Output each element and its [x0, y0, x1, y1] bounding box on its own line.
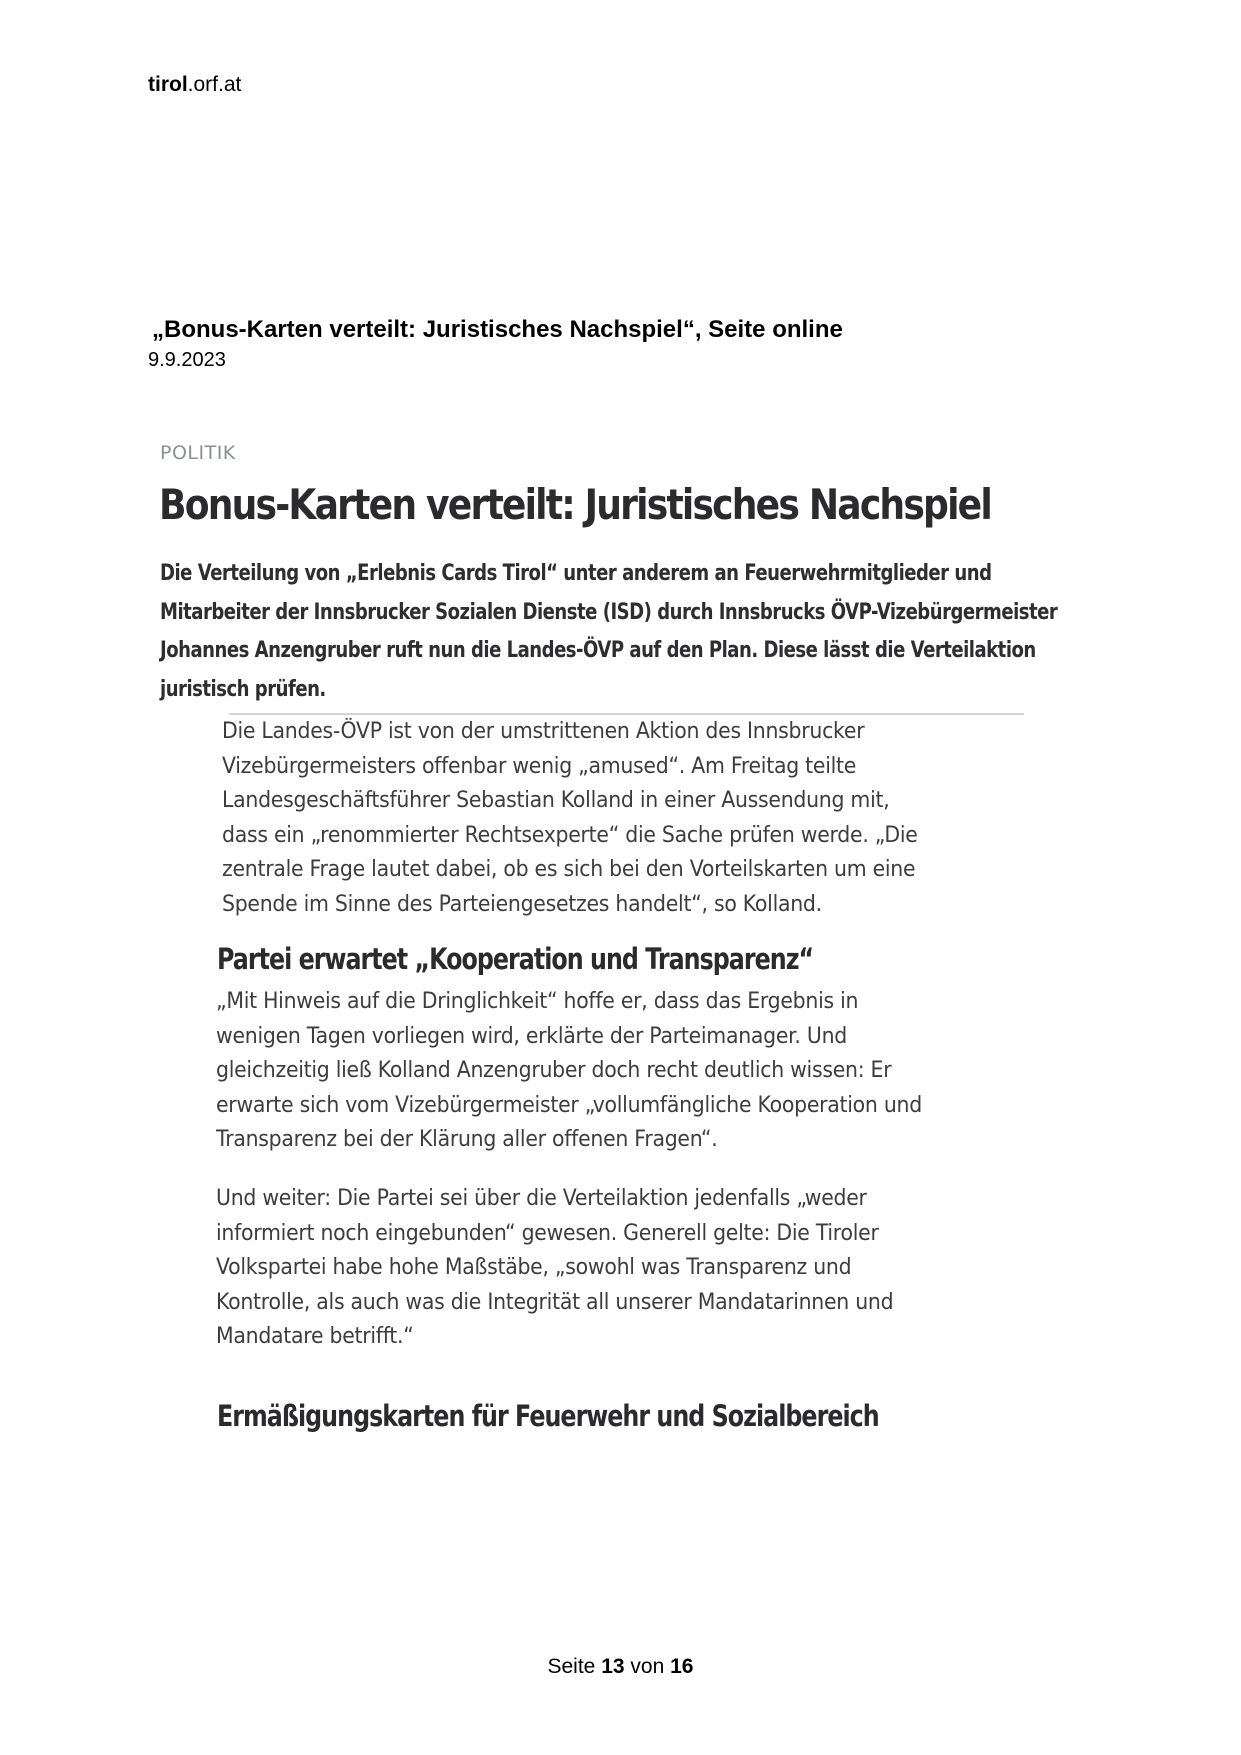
paragraph-line: Kontrolle, als auch was die Integrität all unserer Mandatarinnen und [216, 1289, 894, 1315]
document-title: „Bonus-Karten verteilt: Juristisches Nachspiel“, Seite online [152, 316, 843, 343]
paragraph-line: „Mit Hinweis auf die Dringlichkeit“ hoffe er, dass das Ergebnis in [216, 989, 859, 1014]
lead-line: juristisch prüfen. [160, 676, 326, 702]
lead-line: Johannes Anzengruber ruft nun die Landes-ÖVP auf den Plan. Diese lässt die Verteilaktion [160, 638, 1036, 663]
article-subheading-1: Partei erwartet „Kooperation und Transparenz“ [217, 942, 814, 976]
paragraph-line: Transparenz bei der Klärung aller offenen Fragen“. [216, 1127, 718, 1152]
paragraph-line: zentrale Frage lautet dabei, ob es sich bei den Vorteilskarten um eine [222, 857, 916, 882]
total-page-count: 16 [670, 1655, 694, 1678]
paragraph-line: Mandatare betrifft.“ [216, 1324, 414, 1349]
current-page-number: 13 [601, 1655, 625, 1678]
paragraph-line: wenigen Tagen vorliegen wird, erklärte der Parteimanager. Und [216, 1023, 847, 1049]
source-name-bold: tirol [148, 73, 188, 96]
source-label [148, 73, 241, 97]
page-label: Seite [547, 1655, 596, 1678]
article-paragraph-3 [216, 1182, 893, 1355]
article-subheading-2: Ermäßigungskarten für Feuerwehr und Sozialbereich [217, 1399, 879, 1433]
paragraph-line: Vizebürgermeisters offenbar wenig „amused“. Am Freitag teilte [222, 753, 857, 779]
article-paragraph-2 [216, 985, 922, 1158]
paragraph-line: Und weiter: Die Partei sei über die Verteilaktion jedenfalls „weder [216, 1186, 867, 1211]
article-paragraph-1 [222, 715, 918, 922]
paragraph-line: Spende im Sinne des Parteiengesetzes handelt“, so Kolland. [222, 891, 822, 917]
paragraph-line: erwarte sich vom Vizebürgermeister „vollumfängliche Kooperation und [216, 1092, 922, 1118]
paragraph-line: Die Landes-ÖVP ist von der umstrittenen Aktion des Innsbrucker [222, 719, 865, 744]
source-name-domain: .orf.at [187, 73, 242, 96]
paragraph-line: Volkspartei habe hohe Maßstäbe, „sowohl was Transparenz und [216, 1255, 852, 1280]
paragraph-line: dass ein „renommierter Rechtsexperte“ die Sache prüfen werde. „Die [222, 822, 918, 848]
paragraph-line: Landesgeschäftsführer Sebastian Kolland in einer Aussendung mit, [222, 788, 890, 813]
lead-line: Mitarbeiter der Innsbrucker Sozialen Dienste (ISD) durch Innsbrucks ÖVP-Vizebürgermeister [160, 599, 1058, 625]
article-category: POLITIK [160, 442, 236, 464]
lead-line: Die Verteilung von „Erlebnis Cards Tirol“ unter anderem an Feuerwehrmitglieder und [160, 561, 992, 586]
article-headline: Bonus-Karten verteilt: Juristisches Nachspiel [159, 480, 991, 529]
paragraph-line: informiert noch eingebunden“ gewesen. Generell gelte: Die Tiroler [216, 1220, 879, 1246]
page-footer [0, 1655, 1241, 1679]
page-separator: von [630, 1655, 665, 1678]
article-lead [160, 555, 1058, 709]
document-date: 9.9.2023 [148, 349, 226, 371]
paragraph-line: gleichzeitig ließ Kolland Anzengruber doch recht deutlich wissen: Er [216, 1058, 892, 1083]
